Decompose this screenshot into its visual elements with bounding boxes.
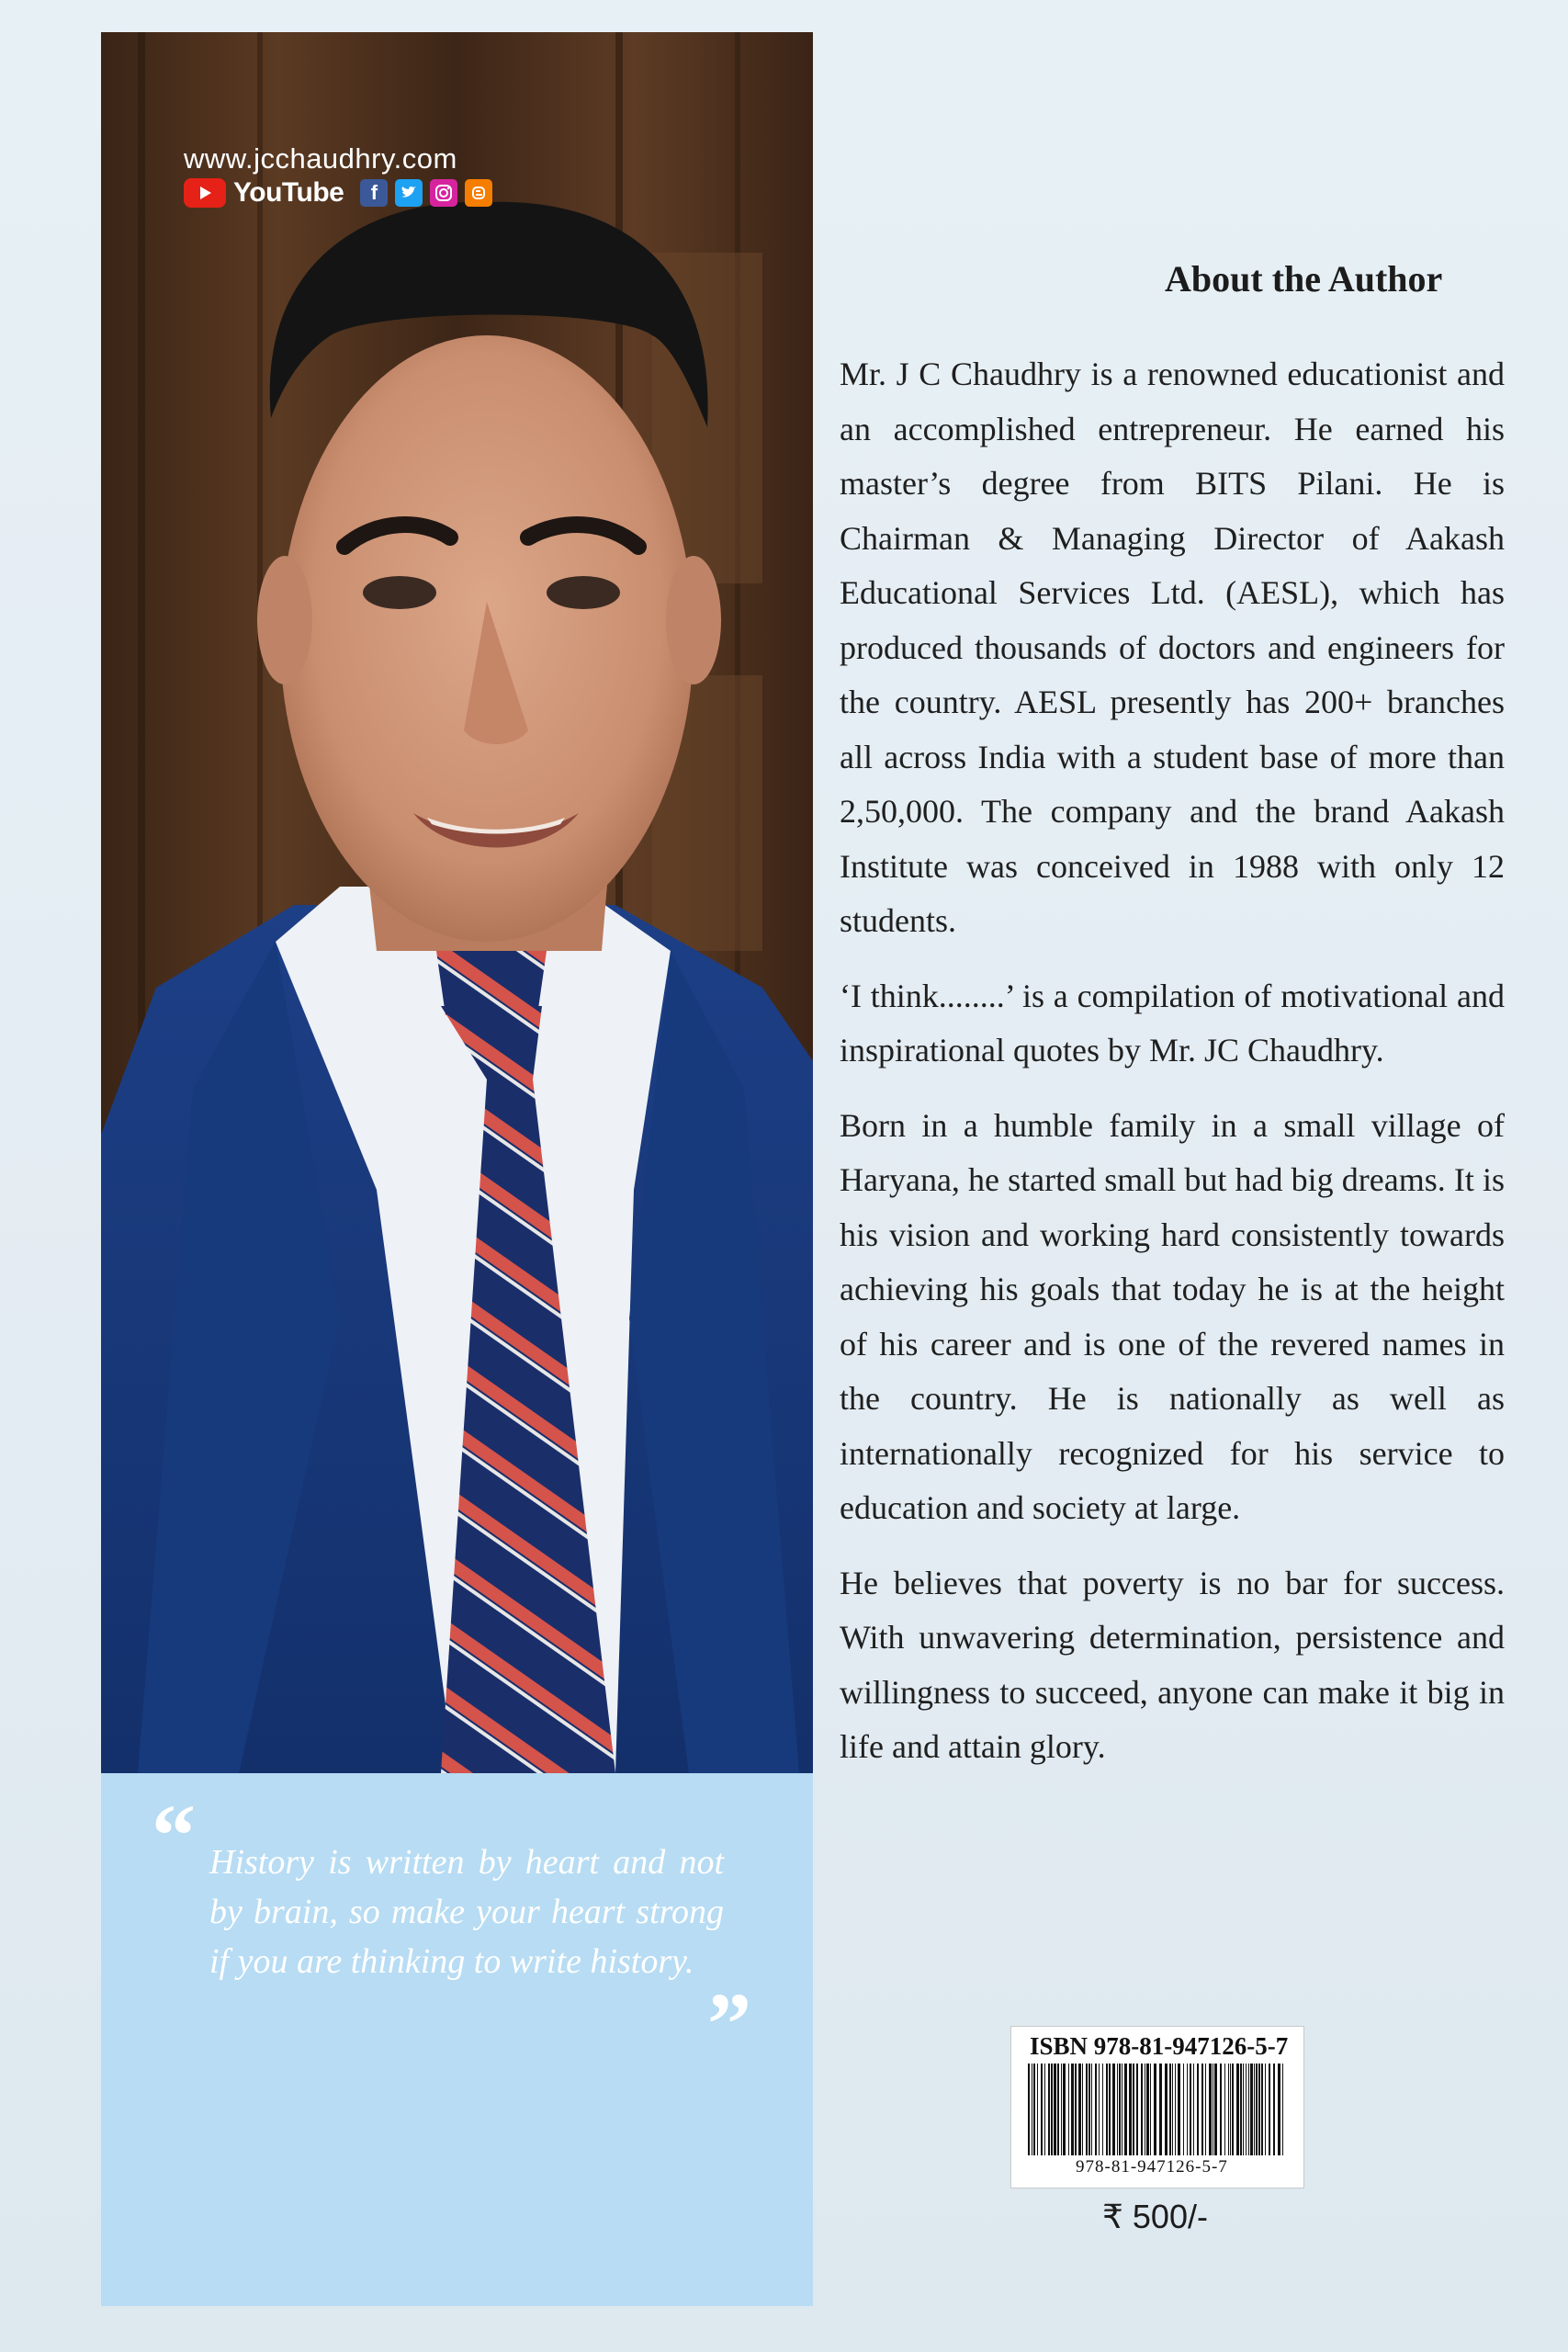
barcode-bar [1133,2064,1134,2155]
barcode-bar [1232,2064,1234,2155]
quote-panel [101,1773,813,2306]
barcode-bar [1048,2064,1050,2155]
youtube-label[interactable]: YouTube [233,177,344,208]
barcode-bar [1068,2064,1069,2155]
barcode-bar [1224,2064,1225,2155]
barcode-bar [1028,2064,1030,2155]
author-photo-panel [101,32,813,1773]
barcode-bar [1146,2064,1149,2155]
barcode-bar [1261,2064,1263,2155]
barcode-bar [1228,2064,1229,2155]
barcode-bar [1254,2064,1255,2155]
barcode-bar [1175,2064,1176,2155]
barcode-bar [1124,2064,1127,2155]
barcode-bar [1054,2064,1056,2155]
barcode-bar [1250,2064,1253,2155]
social-links [184,177,492,209]
barcode-bar [1129,2064,1132,2155]
twitter-icon[interactable] [395,179,423,207]
barcode-bar [1230,2064,1231,2155]
price: ₹ 500/- [1102,2198,1208,2235]
barcode-bar [1240,2064,1242,2155]
barcode-bar [1071,2064,1074,2155]
barcode-bar [1089,2064,1090,2155]
barcode [1024,2064,1291,2155]
isbn-label: ISBN 978-81-947126-5-7 [1030,2032,1289,2060]
barcode-bar [1051,2064,1053,2155]
barcode-bar [1109,2064,1111,2155]
barcode-bar [1193,2064,1194,2155]
isbn-number: 978-81-947126-5-7 [1076,2157,1228,2177]
bio-paragraph: He believes that poverty is no bar for success. With unwavering determination, persistence and willingness to succeed, anyone can make it big in life and attain glory. [840,1564,1505,1765]
isbn-barcode-box [1010,2026,1304,2188]
barcode-bar [1282,2064,1283,2155]
bio-paragraph: Mr. J C Chaudhry is a renowned educationist and an accomplished entrepreneur. He earned his master’s degree from BITS Pilani. He is Chairman & Managing Director of Aakash Educational Services Ltd. (AESL), which has produced thousands of doctors and engineers for the country. AESL presently has 200+ branches all across India with a student base of more than 2,50,000. The company and the brand Aakash Institute was conceived in 1988 with only 12 students. [840,356,1505,939]
barcode-bar [1078,2064,1081,2155]
barcode-bar [1106,2064,1108,2155]
barcode-bar [1183,2064,1184,2155]
barcode-bar [1236,2064,1239,2155]
barcode-bar [1197,2064,1199,2155]
bio-paragraph: Born in a humble family in a small village of Haryana, he started small but had big dreams. It is his vision and working hard consistently towards achieving his goals that today he is at the height of his career and is one of the revered names in the country. He is nationally as well as internationally recognized for his service to education and society at large. [840,1106,1505,1526]
barcode-bar [1214,2064,1217,2155]
barcode-bar [1102,2064,1103,2155]
barcode-bar [1269,2064,1270,2155]
barcode-bar [1178,2064,1180,2155]
barcode-bar [1099,2064,1100,2155]
barcode-bar [1187,2064,1188,2155]
barcode-bar [1086,2064,1088,2155]
barcode-bar [1265,2064,1266,2155]
barcode-bar [1117,2064,1118,2155]
barcode-bar [1041,2064,1043,2155]
barcode-bar [1201,2064,1203,2155]
author-bio [840,347,1505,1795]
about-title: About the Author [1165,258,1443,300]
barcode-bar [1154,2064,1156,2155]
barcode-bar [1063,2064,1066,2155]
barcode-bar [1037,2064,1038,2155]
barcode-bar [1209,2064,1212,2155]
author-photo [101,32,813,1773]
barcode-bar [1159,2064,1162,2155]
barcode-bar [1119,2064,1121,2155]
barcode-bar [1033,2064,1035,2155]
instagram-icon[interactable] [430,179,457,207]
barcode-bar [1169,2064,1171,2155]
website-url[interactable]: www.jcchaudhry.com [184,142,457,175]
quote-text: History is written by heart and not by brain, so make your heart strong if you are thinking to write history. [209,1843,724,1981]
barcode-bar [1248,2064,1249,2155]
open-quote-mark: “ [152,1786,196,1884]
barcode-bar [1091,2064,1092,2155]
barcode-bar [1172,2064,1173,2155]
barcode-bar [1141,2064,1143,2155]
barcode-bar [1256,2064,1258,2155]
barcode-bar [1273,2064,1275,2155]
barcode-bar [1136,2064,1138,2155]
barcode-bar [1165,2064,1168,2155]
barcode-bar [1150,2064,1151,2155]
barcode-bar [1075,2064,1077,2155]
barcode-bar [1112,2064,1115,2155]
barcode-bar [1205,2064,1206,2155]
barcode-bar [1278,2064,1280,2155]
barcode-bar [1057,2064,1059,2155]
barcode-bar [1220,2064,1222,2155]
barcode-bar [1095,2064,1097,2155]
barcode-bar [1082,2064,1083,2155]
barcode-bar [1258,2064,1260,2155]
facebook-icon[interactable]: f [360,179,388,207]
youtube-icon[interactable] [184,178,226,208]
barcode-bar [1243,2064,1244,2155]
barcode-bar [1044,2064,1045,2155]
blogger-icon[interactable] [465,179,492,207]
barcode-bar [1061,2064,1062,2155]
bio-paragraph: ‘I think........’ is a compilation of motivational and inspirational quotes by Mr. JC Chaudhry. [840,977,1505,1069]
barcode-bar [1190,2064,1191,2155]
close-quote-mark: ” [707,1974,751,2073]
barcode-bar [1246,2064,1247,2155]
